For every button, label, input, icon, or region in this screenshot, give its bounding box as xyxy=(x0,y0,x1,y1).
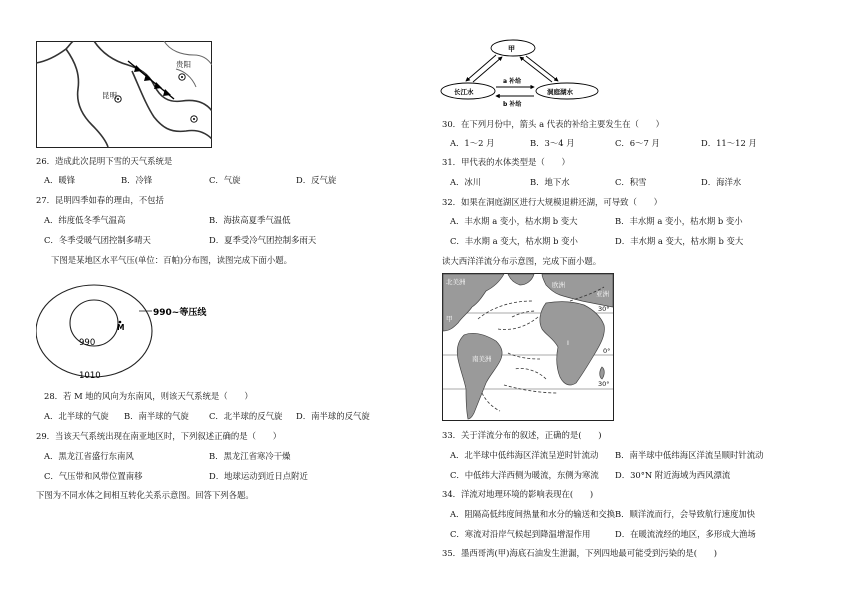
q29-option-d: D．地球运动到近日点附近 xyxy=(209,471,308,481)
q32-option-c: C．丰水期 a 变大，枯水期 b 变小 xyxy=(450,236,578,246)
lat-30s-label: 30° xyxy=(598,380,610,388)
lat-0-label: 0° xyxy=(603,347,611,355)
q31-option-d: D．海洋水 xyxy=(701,177,742,187)
water-exchange-figure xyxy=(440,38,600,110)
ocean-intro: 读大西洋洋流分布示意图，完成下面小题。 xyxy=(442,256,602,266)
q27-option-d: D．夏季受冷气团控制多雨天 xyxy=(209,235,317,245)
node-changjiang-label: 长江水 xyxy=(454,88,474,96)
q30-option-b: B．3～4 月 xyxy=(530,138,575,148)
q30-option-a: A．1～2 月 xyxy=(450,138,495,148)
q30-stem: 30．在下列月份中，箭头 a 代表的补给主要发生在（ ） xyxy=(442,119,664,129)
q31-option-c: C．积雪 xyxy=(615,177,647,187)
q29-option-a: A．黑龙江省盛行东南风 xyxy=(44,451,134,461)
isobar-1010-label: 1010 xyxy=(79,371,101,381)
q31-option-a: A．冰川 xyxy=(450,177,482,187)
jia-label: 甲 xyxy=(446,315,453,323)
q30-option-d: D．11～12 月 xyxy=(701,138,757,148)
q33-stem: 33．关于洋流分布的叙述，正确的是( ) xyxy=(442,430,602,440)
q31-option-b: B．地下水 xyxy=(530,177,570,187)
node-jia-label: 甲 xyxy=(508,45,515,53)
q28-option-d: D．南半球的反气旋 xyxy=(296,411,370,421)
q34-option-b: B．顺洋流而行，会导致航行速度加快 xyxy=(615,509,756,519)
europe-label: 欧洲 xyxy=(552,281,565,289)
node-dongting-label: 洞庭湖水 xyxy=(547,88,573,96)
front-map-figure xyxy=(36,41,212,148)
arrow-b-label: b 补给 xyxy=(503,101,522,108)
q33-option-c: C．中低纬大洋西侧为暖流，东侧为寒流 xyxy=(450,470,599,480)
q34-option-a: A．阻隔高低纬度间热量和水分的输送和交换 xyxy=(450,509,616,519)
q34-option-c: C．寒流对沿岸气候起到降温增湿作用 xyxy=(450,529,591,539)
pressure-intro: 下图是某地区水平气压(单位：百帕)分布图，读图完成下面小题。 xyxy=(51,255,293,265)
q26-option-b: B．冷锋 xyxy=(121,175,153,185)
lat-30n-label: 30° xyxy=(598,305,610,313)
north-america-label: 北美洲 xyxy=(446,278,466,286)
q28-option-a: A．北半球的气旋 xyxy=(44,411,109,421)
q34-stem: 34．洋流对地理环境的影响表现在( ) xyxy=(442,489,594,499)
isobar-990-label: 990 xyxy=(79,338,96,348)
q31-stem: 31．甲代表的水体类型是（ ） xyxy=(442,157,570,167)
q29-option-c: C．气压带和风带位置南移 xyxy=(44,471,143,481)
q33-option-d: D．30°N 附近海域为西风漂流 xyxy=(615,470,731,480)
kunming-label: 昆明 xyxy=(102,91,117,100)
roman-one-label: Ⅰ xyxy=(567,339,569,347)
q27-option-a: A．纬度低冬季气温高 xyxy=(44,215,126,225)
q28-stem: 28．若 M 地的风向为东南风，则该天气系统是（ ） xyxy=(44,391,253,401)
m-point-label: M xyxy=(117,323,125,332)
q33-option-b: B．南半球中低纬海区洋流呈顺时针流动 xyxy=(615,450,764,460)
south-america-label: 南美洲 xyxy=(472,355,492,363)
q26-option-a: A．暖锋 xyxy=(44,175,76,185)
q35-stem: 35．墨西哥湾(甲)海底石油发生泄漏，下列四地最可能受到污染的是( ) xyxy=(442,548,717,558)
q29-stem: 29．当该天气系统出现在南亚地区时，下列叙述正确的是（ ） xyxy=(36,431,282,441)
isobar-figure xyxy=(36,278,260,383)
q26-option-d: D．反气旋 xyxy=(296,175,337,185)
q32-stem: 32．如果在洞庭湖区进行大规模退耕还湖，可导致（ ） xyxy=(442,197,663,207)
q28-option-c: C．北半球的反气旋 xyxy=(209,411,283,421)
q27-option-b: B．海拔高夏季气温低 xyxy=(209,215,291,225)
q33-option-a: A．北半球中低纬海区洋流呈逆时针流动 xyxy=(450,450,599,460)
q32-option-d: D．丰水期 a 变大，枯水期 b 变大 xyxy=(615,236,744,246)
q32-option-a: A．丰水期 a 变小，枯水期 b 变大 xyxy=(450,216,578,226)
q32-option-b: B．丰水期 a 变小，枯水期 b 变小 xyxy=(615,216,743,226)
water-intro: 下图为不同水体之间相互转化关系示意图。回答下列各题。 xyxy=(36,490,254,500)
q26-option-c: C．气旋 xyxy=(209,175,241,185)
atlantic-currents-map xyxy=(442,273,614,421)
q27-stem: 27．昆明四季如春的理由，不包括 xyxy=(36,195,164,205)
guiyang-label: 贵阳 xyxy=(176,60,191,69)
q34-option-d: D．在暖流流经的地区，多形成大渔场 xyxy=(615,529,756,539)
q28-option-b: B．南半球的气旋 xyxy=(124,411,189,421)
q26-stem: 26．造成此次昆明下雪的天气系统是 xyxy=(36,156,173,166)
q27-option-c: C．冬季受暖气团控制多晴天 xyxy=(44,235,151,245)
q29-option-b: B．黑龙江省寒冷干燥 xyxy=(209,451,291,461)
q30-option-c: C．6～7 月 xyxy=(615,138,660,148)
arrow-a-label: a 补给 xyxy=(503,78,522,85)
isobar-legend-label: 990~等压线 xyxy=(153,308,207,318)
asia-label: 亚洲 xyxy=(596,290,609,298)
